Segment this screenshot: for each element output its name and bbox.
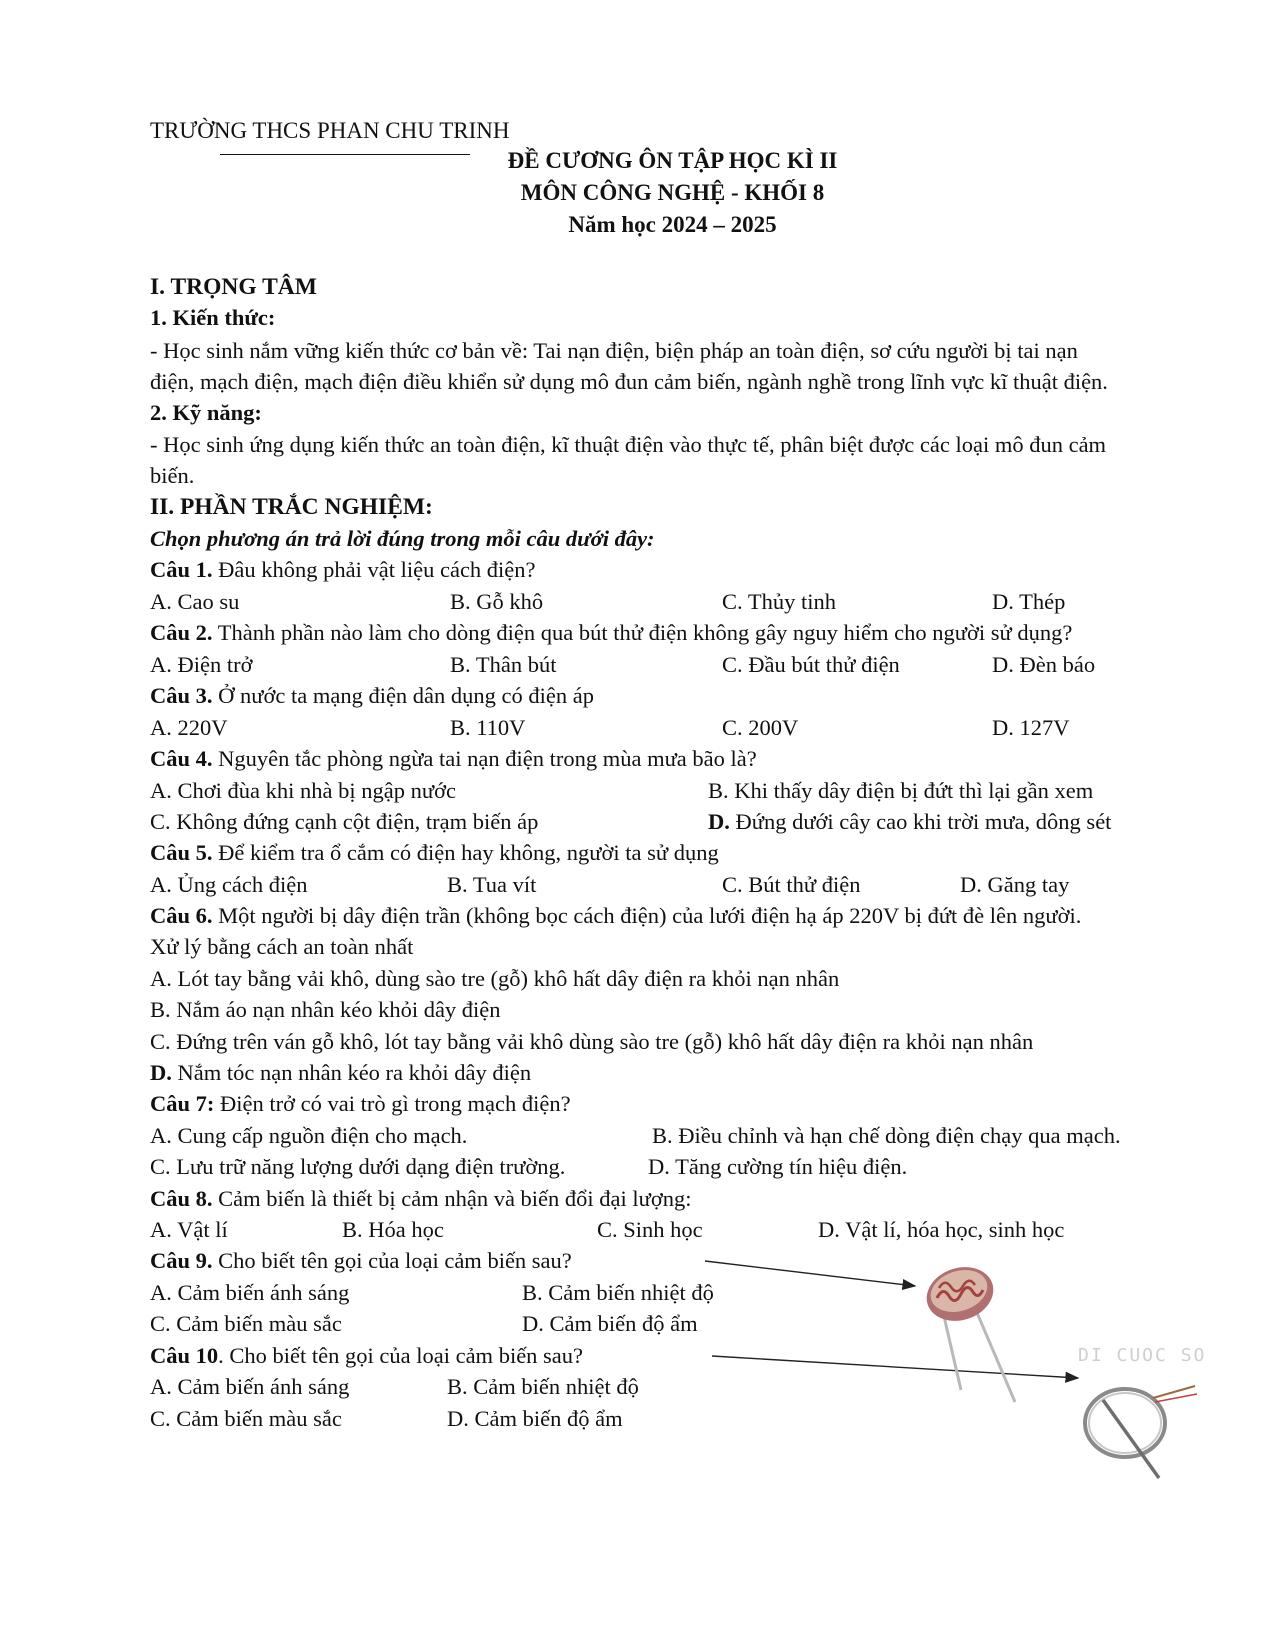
- q3-option-c: C. 200V: [722, 715, 799, 740]
- q1-option-a: A. Cao su: [150, 589, 240, 614]
- option-letter: D.: [708, 809, 730, 834]
- q2-option-c: C. Đầu bút thử điện: [722, 652, 900, 677]
- doc-title: ĐỀ CƯƠNG ÔN TẬP HỌC KÌ II: [507, 148, 838, 173]
- q7-option-b: B. Điều chỉnh và hạn chế dòng điện chạy qua mạch.: [652, 1123, 1121, 1148]
- q3-option-d: D. 127V: [992, 715, 1070, 740]
- question-label: Câu 9.: [150, 1248, 213, 1273]
- question-text: Thành phần nào làm cho dòng điện qua bút thử điện không gây nguy hiểm cho người sử dụng?: [212, 620, 1073, 645]
- q6-option-a: A. Lót tay bằng vải khô, dùng sào tre (gỗ) khô hất dây điện ra khỏi nạn nhân: [150, 966, 840, 991]
- q7-option-a: A. Cung cấp nguồn điện cho mạch.: [150, 1123, 468, 1148]
- q4-option-c: C. Không đứng cạnh cột điện, trạm biến áp: [150, 809, 539, 834]
- watermark-text: DI CUOC SO: [1078, 1345, 1207, 1366]
- knowledge-line-1: - Học sinh nắm vững kiến thức cơ bản về: Tai nạn điện, biện pháp an toàn điện, sơ cứu người bị tai nạn: [150, 338, 1078, 363]
- q7-option-c: C. Lưu trữ năng lượng dưới dạng điện trường.: [150, 1154, 566, 1179]
- question-label: Câu 7:: [150, 1091, 215, 1116]
- question-label: Câu 5.: [150, 840, 213, 865]
- question-label: Câu 4.: [150, 746, 213, 771]
- question-label: Câu 2.: [150, 620, 213, 645]
- question-text: Cảm biến là thiết bị cảm nhận và biến đổi đại lượng:: [212, 1186, 692, 1211]
- q2-option-b: B. Thân bút: [450, 652, 557, 677]
- q6-option-b: B. Nắm áo nạn nhân kéo khỏi dây điện: [150, 997, 501, 1022]
- q1-option-b: B. Gỗ khô: [450, 589, 544, 614]
- question-label: Câu 8.: [150, 1186, 213, 1211]
- skills-heading: 2. Kỹ năng:: [150, 400, 262, 425]
- question-label: Câu 1.: [150, 557, 213, 582]
- q3-option-a: A. 220V: [150, 715, 228, 740]
- question-text: Nguyên tắc phòng ngừa tai nạn điện trong mùa mưa bão là?: [212, 746, 757, 771]
- q6-option-c: C. Đứng trên ván gỗ khô, lót tay bằng vải khô dùng sào tre (gỗ) khô hất dây điện ra khỏi nạn nhân: [150, 1029, 1034, 1054]
- q10-option-c: C. Cảm biến màu sắc: [150, 1406, 342, 1431]
- knowledge-heading: 1. Kiến thức:: [150, 305, 276, 330]
- option-text: Đứng dưới cây cao khi trời mưa, dông sét: [729, 809, 1112, 834]
- q2-option-a: A. Điện trở: [150, 652, 253, 677]
- q1-option-c: C. Thủy tinh: [722, 589, 836, 614]
- q5-option-c: C. Bút thử điện: [722, 872, 861, 897]
- q8-option-b: B. Hóa học: [342, 1217, 444, 1242]
- question-text: Để kiểm tra ổ cắm có điện hay không, người ta sử dụng: [212, 840, 719, 865]
- doc-school-year: Năm học 2024 – 2025: [568, 212, 777, 237]
- skills-line-1: - Học sinh ứng dụng kiến thức an toàn điện, kĩ thuật điện vào thực tế, phân biệt được các loại mô đun cảm: [150, 432, 1107, 457]
- q9-arrow: [705, 1261, 915, 1286]
- question-label: Câu 3.: [150, 683, 213, 708]
- knowledge-line-2: điện, mạch điện, mạch điện điều khiển sử dụng mô đun cảm biến, ngành nghề trong lĩnh vực kĩ thuật điện.: [150, 369, 1108, 394]
- q5-option-d: D. Găng tay: [960, 872, 1070, 897]
- q4-option-b: B. Khi thấy dây điện bị đứt thì lại gần xem: [708, 778, 1094, 803]
- q10-option-a: A. Cảm biến ánh sáng: [150, 1374, 350, 1399]
- section-1-heading: I. TRỌNG TÂM: [150, 274, 317, 300]
- question-text: . Cho biết tên gọi của loại cảm biến sau?: [218, 1343, 584, 1368]
- q9-option-c: C. Cảm biến màu sắc: [150, 1311, 342, 1336]
- q5-option-b: B. Tua vít: [447, 872, 537, 897]
- thermocouple-sensor-icon: [1075, 1378, 1200, 1493]
- question-text: Cho biết tên gọi của loại cảm biến sau?: [212, 1248, 572, 1273]
- q8-option-d: D. Vật lí, hóa học, sinh học: [818, 1217, 1065, 1242]
- q10-option-b: B. Cảm biến nhiệt độ: [447, 1374, 639, 1399]
- q2-option-d: D. Đèn báo: [992, 652, 1096, 677]
- q8-option-a: A. Vật lí: [150, 1217, 228, 1242]
- question-text: Một người bị dây điện trần (không bọc cách điện) của lưới điện hạ áp 220V bị đứt đè lên người.: [212, 903, 1082, 928]
- question-label: Câu 6.: [150, 903, 213, 928]
- option-text: Nắm tóc nạn nhân kéo ra khỏi dây điện: [171, 1060, 532, 1085]
- q4-option-a: A. Chơi đùa khi nhà bị ngập nước: [150, 778, 456, 803]
- option-letter: D.: [150, 1060, 172, 1085]
- question-text: Điện trở có vai trò gì trong mạch điện?: [214, 1091, 571, 1116]
- q1-option-d: D. Thép: [992, 589, 1066, 614]
- q9-option-a: A. Cảm biến ánh sáng: [150, 1280, 350, 1305]
- q10-option-d: D. Cảm biến độ ẩm: [447, 1406, 623, 1431]
- q9-option-d: D. Cảm biến độ ẩm: [522, 1311, 698, 1336]
- school-name: TRƯỜNG THCS PHAN CHU TRINH: [150, 118, 510, 143]
- q9-option-b: B. Cảm biến nhiệt độ: [522, 1280, 714, 1305]
- skills-line-2: biến.: [150, 463, 195, 488]
- question-text: Đâu không phải vật liệu cách điện?: [212, 557, 536, 582]
- q5-option-a: A. Ủng cách điện: [150, 872, 308, 897]
- question-6-continued: Xử lý bằng cách an toàn nhất: [150, 934, 414, 959]
- q8-option-c: C. Sinh học: [597, 1217, 703, 1242]
- section-2-heading: II. PHẦN TRẮC NGHIỆM:: [150, 494, 433, 520]
- question-text: Ở nước ta mạng điện dân dụng có điện áp: [212, 683, 595, 708]
- q7-option-d: D. Tăng cường tín hiệu điện.: [648, 1154, 908, 1179]
- ldr-sensor-icon: [915, 1262, 1025, 1432]
- section-2-instruction: Chọn phương án trả lời đúng trong mỗi câu dưới đây:: [150, 526, 655, 551]
- doc-subject: MÔN CÔNG NGHỆ - KHỐI 8: [520, 180, 825, 205]
- question-label: Câu 10: [150, 1343, 219, 1368]
- q3-option-b: B. 110V: [450, 715, 526, 740]
